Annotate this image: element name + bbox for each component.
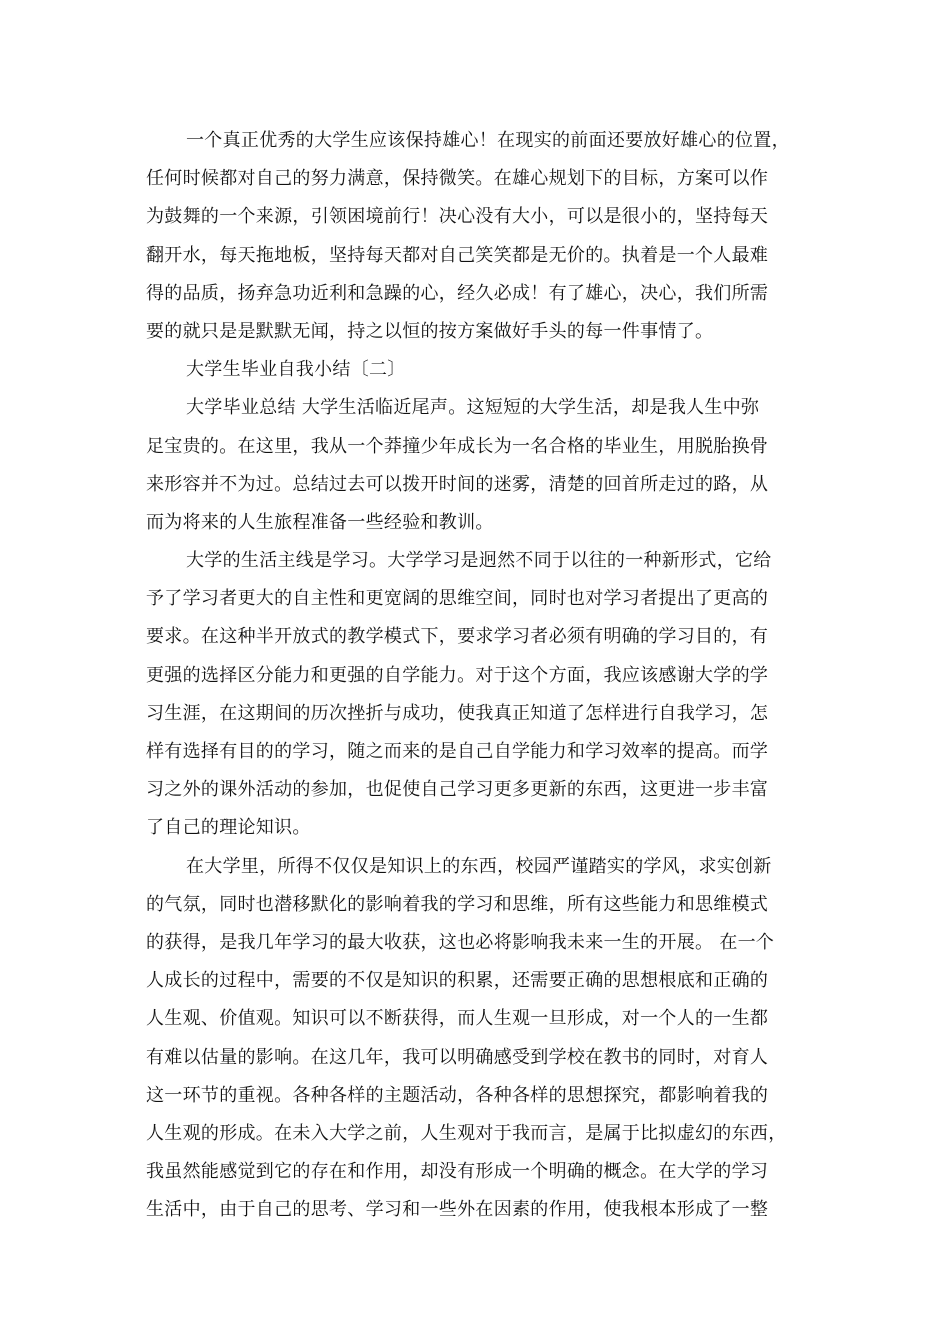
text-line: 了自己的理论知识。 (146, 817, 311, 839)
text-line: 习之外的课外活动的参加，也促使自己学习更多更新的东西，这更进一步丰富 (146, 779, 769, 801)
text-line: 有难以估量的影响。在这几年，我可以明确感受到学校在教书的同时，对育人 (146, 1046, 769, 1068)
text-line: 人成长的过程中，需要的不仅是知识的积累，还需要正确的思想根底和正确的 (146, 970, 769, 992)
text-line: 来形容并不为过。总结过去可以拨开时间的迷雾，清楚的回首所走过的路，从 (146, 473, 769, 495)
text-line: 在大学里，所得不仅仅是知识上的东西，校园严谨踏实的学风，求实创新 (186, 855, 772, 877)
text-line: 习生涯，在这期间的历次挫折与成功，使我真正知道了怎样进行自我学习，怎 (146, 702, 769, 724)
document-body (146, 122, 814, 1229)
text-line: 为鼓舞的一个来源，引领困境前行！决心没有大小，可以是很小的，坚持每天 (146, 206, 769, 228)
text-line: 要的就只是是默默无闻，持之以恒的按方案做好手头的每一件事情了。 (146, 320, 714, 342)
text-line: 要求。在这种半开放式的教学模式下，要求学习者必须有明确的学习目的，有 (146, 626, 769, 648)
text-line: 样有选择有目的的学习，随之而来的是自己自学能力和学习效率的提高。而学 (146, 741, 769, 762)
text-line: 而为将来的人生旅程准备一些经验和教训。 (146, 511, 494, 533)
text-line: 人生观的形成。在未入大学之前，人生观对于我而言，是属于比拟虚幻的东西， (146, 1122, 787, 1144)
text-line: 得的品质，扬弃急功近利和急躁的心，经久必成！有了雄心，决心，我们所需 (146, 282, 769, 304)
text-line: 更强的选择区分能力和更强的自学能力。对于这个方面，我应该感谢大学的学 (146, 664, 769, 686)
text-line: 大学生毕业自我小结〔二〕 (186, 359, 406, 381)
text-line: 的气氛，同时也潜移默化的影响着我的学习和思维，所有这些能力和思维模式 (146, 893, 769, 915)
text-line: 足宝贵的。在这里，我从一个莽撞少年成长为一名合格的毕业生，用脱胎换骨 (146, 435, 769, 457)
text-line: 这一环节的重视。各种各样的主题活动，各种各样的思想探究，都影响着我的 (146, 1084, 769, 1106)
text-line: 大学毕业总结 大学生活临近尾声。这短短的大学生活，却是我人生中弥 (186, 397, 760, 419)
text-line: 人生观、价值观。知识可以不断获得，而人生观一旦形成，对一个人的一生都 (146, 1008, 769, 1030)
text-line: 生活中，由于自己的思考、学习和一些外在因素的作用，使我根本形成了一整 (146, 1199, 769, 1221)
text-line: 予了学习者更大的自主性和更宽阔的思维空间，同时也对学习者提出了更高的 (146, 588, 769, 610)
text-line: 一个真正优秀的大学生应该保持雄心！在现实的前面还要放好雄心的位置， (186, 130, 790, 151)
text-line: 大学的生活主线是学习。大学学习是迥然不同于以往的一种新形式，它给 (186, 550, 772, 572)
text-line: 我虽然能感觉到它的存在和作用，却没有形成一个明确的概念。在大学的学习 (146, 1161, 769, 1183)
text-line: 的获得，是我几年学习的最大收获，这也必将影响我未来一生的开展。 在一个 (146, 931, 775, 953)
text-line: 翻开水，每天拖地板，坚持每天都对自己笑笑都是无价的。执着是一个人最难 (146, 244, 769, 266)
text-line: 任何时候都对自己的努力满意，保持微笑。在雄心规划下的目标，方案可以作 (146, 168, 769, 190)
